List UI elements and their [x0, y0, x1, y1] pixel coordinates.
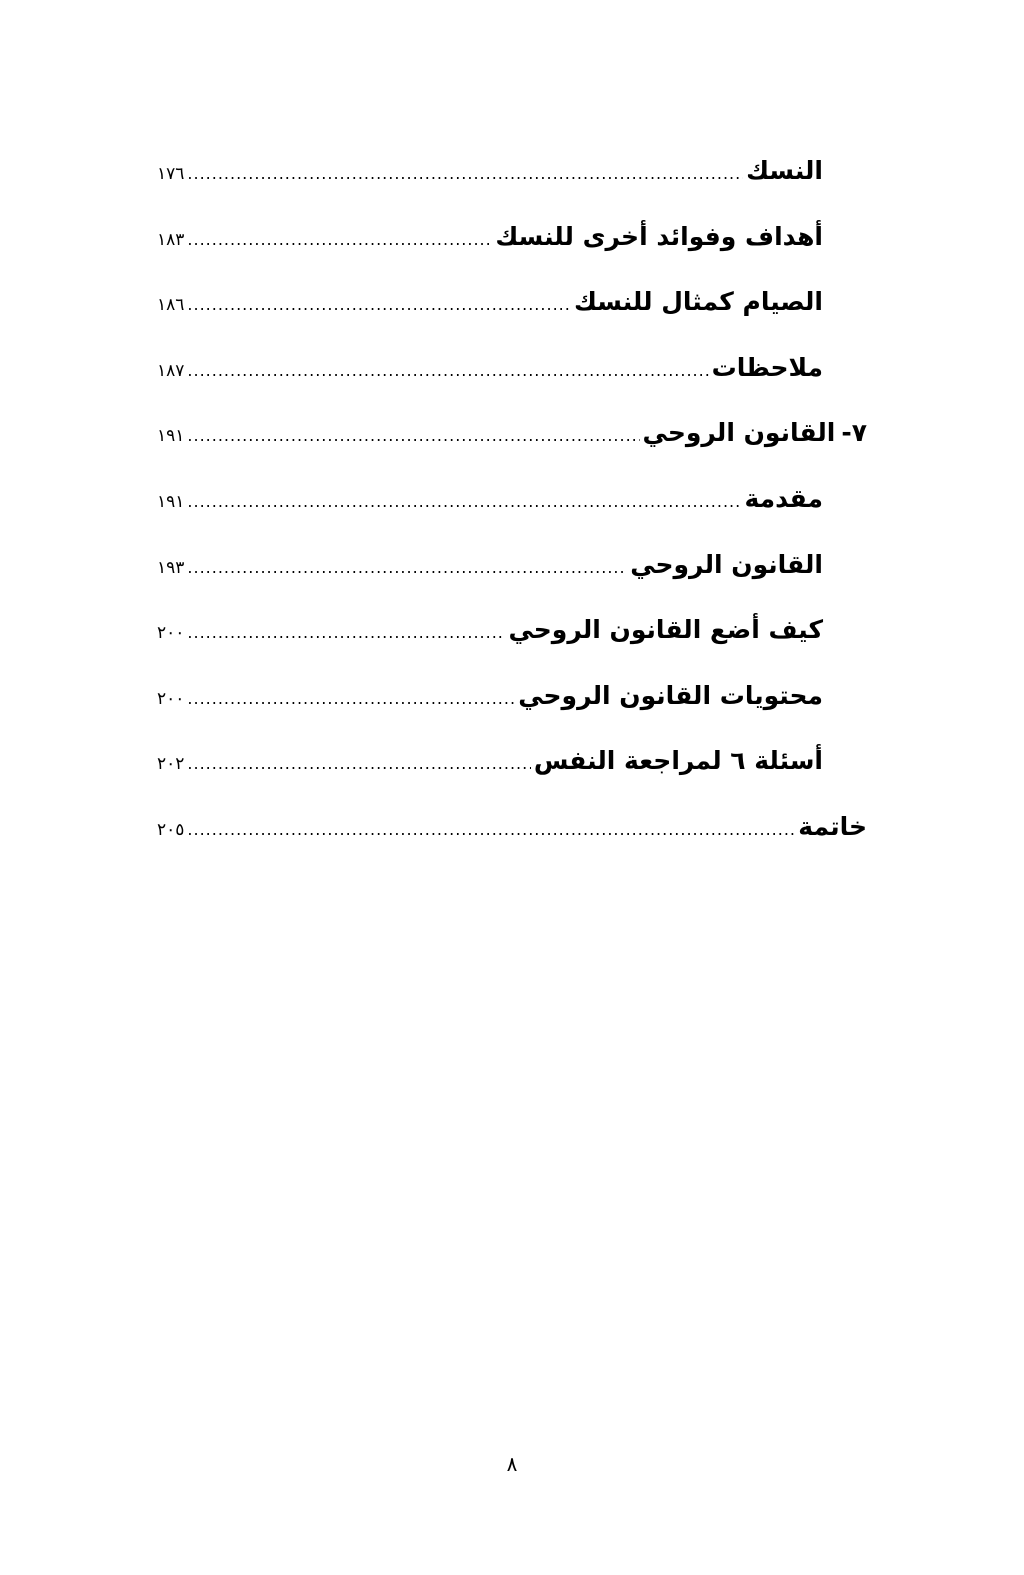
- toc-entry-page: ١٨٧: [157, 360, 185, 381]
- toc-entry-spiritual-law[interactable]: [157, 550, 867, 616]
- toc-entry-page: ٢٠٠: [157, 623, 185, 644]
- toc-entry-page: ١٧٦: [157, 164, 185, 184]
- toc-entry-page: ٢٠٥: [157, 819, 185, 840]
- toc-entry-other-goals[interactable]: [157, 222, 867, 288]
- toc-entry-title: محتويات القانون الروحي: [518, 680, 823, 710]
- toc-entry-notes[interactable]: [157, 353, 867, 419]
- toc-entry-contents[interactable]: [157, 681, 867, 747]
- toc-entry-asceticism[interactable]: [157, 156, 867, 222]
- dot-leader: [187, 754, 530, 773]
- toc-entry-conclusion[interactable]: [157, 812, 867, 878]
- toc-entry-number: ٧-: [841, 418, 867, 448]
- toc-entry-introduction[interactable]: [157, 484, 867, 550]
- toc-entry-title: أسئلة ٦ لمراجعة النفس: [533, 746, 823, 776]
- dot-leader: [187, 361, 708, 380]
- table-of-contents: [157, 156, 867, 878]
- toc-entry-title: خاتمة: [798, 811, 867, 841]
- dot-leader: [187, 558, 627, 577]
- toc-entry-fasting[interactable]: [157, 287, 867, 353]
- dot-leader: [187, 295, 571, 314]
- toc-entry-page: ٢٠٢: [157, 754, 185, 775]
- page-number: ٨: [506, 1452, 518, 1476]
- dot-leader: [187, 230, 492, 249]
- toc-entry-title: ملاحظات: [711, 352, 823, 382]
- toc-entry-spiritual-law-chapter[interactable]: [157, 418, 867, 484]
- toc-entry-title: الصيام كمثال للنسك: [573, 287, 823, 317]
- toc-entry-questions[interactable]: [157, 746, 867, 812]
- toc-entry-title: مقدمة: [744, 483, 823, 513]
- dot-leader: [187, 689, 515, 708]
- toc-entry-title: أهداف وفوائد أخرى للنسك: [495, 221, 823, 251]
- toc-entry-title: القانون الروحي: [630, 549, 823, 579]
- toc-entry-title: كيف أضع القانون الروحي: [508, 615, 823, 645]
- toc-entry-title: النسك: [746, 156, 823, 185]
- toc-entry-page: ١٨٦: [157, 295, 185, 316]
- dot-leader: [187, 623, 505, 642]
- toc-entry-title: القانون الروحي: [642, 418, 836, 448]
- toc-entry-page: ١٩١: [157, 491, 185, 512]
- dot-leader: [187, 426, 639, 445]
- dot-leader: [187, 492, 741, 511]
- toc-entry-how-to-set[interactable]: [157, 615, 867, 681]
- toc-entry-page: ١٨٣: [157, 229, 185, 250]
- toc-entry-page: ١٩١: [157, 426, 185, 447]
- dot-leader: [187, 820, 795, 839]
- toc-entry-page: ١٩٣: [157, 557, 185, 578]
- dot-leader: [187, 164, 743, 183]
- toc-entry-page: ٢٠٠: [157, 688, 185, 709]
